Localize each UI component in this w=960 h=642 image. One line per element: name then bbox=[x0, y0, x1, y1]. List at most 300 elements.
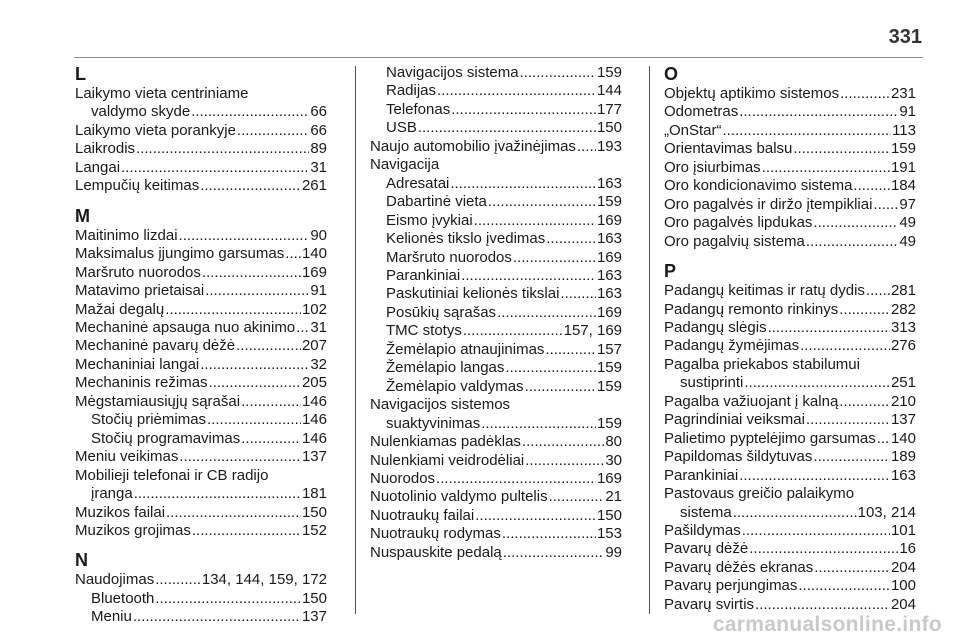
dot-leader bbox=[505, 359, 596, 377]
dot-leader bbox=[755, 596, 890, 614]
entry-page-number: 97 bbox=[899, 195, 916, 213]
entry-page-number: 100 bbox=[890, 577, 916, 595]
entry-page-number: 169 bbox=[301, 263, 327, 281]
entry-page-number: 91 bbox=[899, 103, 916, 121]
entry-page-number: 140 bbox=[890, 429, 916, 447]
index-entry bbox=[370, 544, 622, 562]
index-entry bbox=[75, 522, 327, 540]
dot-leader bbox=[549, 488, 605, 506]
entry-page-number: 159 bbox=[596, 359, 622, 377]
index-column-2 bbox=[370, 64, 622, 562]
entry-page-number: 313 bbox=[890, 318, 916, 336]
entry-page-number: 31 bbox=[310, 318, 327, 336]
index-entry bbox=[75, 140, 327, 158]
index-entry bbox=[75, 393, 327, 411]
entry-page-number: 163 bbox=[596, 266, 622, 284]
entry-label: Oro pagalvės ir diržo įtempikliai bbox=[664, 195, 873, 213]
entry-label: Objektų aptikimo sistemos bbox=[664, 85, 840, 102]
entry-label: Radijas bbox=[386, 82, 437, 100]
entry-label: Paskutiniai kelionės tikslai bbox=[386, 285, 560, 303]
dot-leader bbox=[237, 122, 309, 140]
entry-label: Pagrindiniai veiksmai bbox=[664, 411, 805, 429]
entry-label: Mėgstamiausiųjų sąrašai bbox=[75, 392, 241, 410]
entry-label: Oro pagalvių sistema bbox=[664, 232, 805, 250]
entry-label: Padangų žymėjimas bbox=[664, 337, 800, 355]
entry-page-number: 113 bbox=[892, 121, 916, 139]
dot-leader bbox=[200, 177, 301, 195]
index-entry bbox=[664, 140, 916, 158]
dot-leader bbox=[813, 448, 890, 466]
entry-label: Eismo įvykiai bbox=[386, 211, 473, 229]
entry-page-number: 140 bbox=[301, 245, 327, 263]
entry-label: Maršruto nuorodos bbox=[75, 263, 201, 281]
section-letter: O bbox=[664, 64, 679, 84]
entry-page-number: 137 bbox=[301, 608, 327, 626]
entry-page-number: 150 bbox=[596, 506, 622, 524]
dot-leader bbox=[481, 415, 596, 433]
entry-page-number: 169 bbox=[596, 211, 622, 229]
entry-page-number: 189 bbox=[890, 448, 916, 466]
entry-label: Naudojimas bbox=[75, 571, 155, 589]
index-subentry bbox=[370, 175, 622, 193]
entry-page-number: 169 bbox=[596, 303, 622, 321]
index-entry bbox=[75, 227, 327, 245]
entry-label: Lempučių keitimas bbox=[75, 177, 200, 195]
index-entry bbox=[370, 452, 622, 470]
index-subentry bbox=[75, 590, 327, 608]
dot-leader bbox=[179, 448, 301, 466]
entry-page-number: 144 bbox=[596, 82, 622, 100]
entry-label: Oro pagalvės lipdukas bbox=[664, 214, 813, 232]
dot-leader bbox=[739, 467, 890, 485]
dot-leader bbox=[798, 577, 890, 595]
dot-leader bbox=[285, 245, 301, 263]
entry-label: Padangų remonto rinkinys bbox=[664, 300, 839, 318]
index-entry bbox=[75, 374, 327, 392]
dot-leader bbox=[525, 378, 596, 396]
entry-page-number: 152 bbox=[301, 521, 327, 539]
dot-leader bbox=[749, 540, 898, 558]
dot-leader bbox=[497, 304, 596, 322]
dot-leader bbox=[814, 559, 890, 577]
dot-leader bbox=[762, 159, 890, 177]
entry-label: Muzikos grojimas bbox=[75, 521, 191, 539]
entry-label: Nuorodos bbox=[370, 469, 436, 487]
entry-page-number: 159 bbox=[596, 64, 622, 81]
dot-leader bbox=[806, 233, 898, 251]
index-entry bbox=[75, 122, 327, 140]
entry-page-number: 169 bbox=[596, 469, 622, 487]
dot-leader bbox=[853, 177, 890, 195]
index-entry bbox=[664, 559, 916, 577]
entry-page-number: 153 bbox=[596, 525, 622, 543]
entry-label: Parankiniai bbox=[664, 466, 739, 484]
entry-page-number: 163 bbox=[596, 174, 622, 192]
index-entry bbox=[664, 540, 916, 558]
dot-leader bbox=[873, 196, 898, 214]
index-entry bbox=[75, 337, 327, 355]
entry-page-number: 281 bbox=[890, 282, 916, 300]
dot-leader bbox=[877, 430, 890, 448]
entry-page-number: 137 bbox=[890, 411, 916, 429]
entry-page-number: 204 bbox=[890, 595, 916, 613]
dot-leader bbox=[742, 522, 890, 540]
entry-page-number: 204 bbox=[890, 558, 916, 576]
entry-label: Padangų slėgis bbox=[664, 318, 767, 336]
index-subentry bbox=[370, 249, 622, 267]
entry-page-number: 31 bbox=[310, 158, 327, 176]
index-entry bbox=[370, 433, 622, 451]
entry-label: Orientavimas balsu bbox=[664, 140, 793, 158]
entry-label: Mechaniniai langai bbox=[75, 355, 200, 373]
section-gap bbox=[75, 540, 327, 550]
entry-label: Mechaninis režimas bbox=[75, 374, 208, 392]
section-gap bbox=[75, 196, 327, 206]
entry-page-number: 184 bbox=[890, 177, 916, 195]
index-subentry bbox=[75, 608, 327, 626]
index-subentry bbox=[370, 119, 622, 137]
entry-page-number: 177 bbox=[596, 100, 622, 118]
entry-label: Nuspauskite pedalą bbox=[370, 543, 502, 561]
entry-label: Naujo automobilio įvažinėjimas bbox=[370, 137, 576, 155]
entry-page-number: 91 bbox=[310, 282, 327, 300]
entry-page-number: 89 bbox=[310, 140, 327, 158]
entry-label: Pašildymas bbox=[664, 521, 741, 539]
index-entry bbox=[75, 301, 327, 319]
entry-label: sustiprinti bbox=[680, 374, 744, 392]
index-entry bbox=[370, 138, 622, 156]
index-subentry bbox=[370, 322, 622, 340]
entry-page-number: 276 bbox=[890, 337, 916, 355]
dot-leader bbox=[546, 230, 596, 248]
entry-label: Maršruto nuorodos bbox=[386, 248, 512, 266]
watermark-text: carmanualsonline.info bbox=[712, 613, 942, 636]
dot-leader bbox=[463, 322, 563, 340]
entry-label: Žemėlapio atnaujinimas bbox=[386, 340, 545, 358]
entry-label: Žemėlapio langas bbox=[386, 359, 505, 377]
entry-label: Pavarų dėžės ekranas bbox=[664, 558, 814, 576]
index-entry-heading: Pagalba priekabos stabilumui bbox=[664, 355, 860, 373]
entry-label: Mechaninė apsauga nuo akinimo bbox=[75, 318, 296, 336]
dot-leader bbox=[488, 193, 596, 211]
index-subentry bbox=[370, 82, 622, 100]
dot-leader bbox=[739, 103, 898, 121]
entry-page-number: 169 bbox=[596, 248, 622, 266]
section-letter: M bbox=[75, 205, 90, 226]
entry-label: Laikymo vieta porankyje bbox=[75, 121, 236, 139]
index-subentry bbox=[370, 378, 622, 396]
index-entry bbox=[664, 214, 916, 232]
dot-leader bbox=[241, 393, 301, 411]
entry-label: įranga bbox=[91, 485, 133, 503]
dot-leader bbox=[733, 504, 857, 522]
entry-page-number: 159 bbox=[596, 414, 622, 432]
index-entry bbox=[75, 264, 327, 282]
entry-page-number: 134, 144, 159, 172 bbox=[201, 571, 327, 589]
dot-leader bbox=[840, 85, 890, 103]
entry-label: TMC stotys bbox=[386, 322, 462, 340]
entry-page-number: 251 bbox=[890, 374, 916, 392]
entry-page-number: 191 bbox=[890, 158, 916, 176]
entry-page-number: 159 bbox=[890, 140, 916, 158]
entry-label: Odometras bbox=[664, 103, 739, 121]
index-entry bbox=[664, 467, 916, 485]
dot-leader bbox=[134, 485, 301, 503]
entry-page-number: 16 bbox=[899, 540, 916, 558]
entry-label: Pavarų svirtis bbox=[664, 595, 755, 613]
section-letter: N bbox=[75, 550, 88, 571]
index-entry-heading: Navigacijos sistemos bbox=[370, 396, 511, 414]
dot-leader bbox=[800, 337, 890, 355]
entry-page-number: 157, 169 bbox=[563, 322, 622, 340]
dot-leader bbox=[502, 525, 596, 543]
entry-page-number: 210 bbox=[890, 392, 916, 410]
entry-label: Maksimalus įjungimo garsumas bbox=[75, 245, 285, 263]
dot-leader bbox=[577, 138, 596, 156]
entry-page-number: 193 bbox=[596, 137, 622, 155]
entry-label: Padangų keitimas ir ratų dydis bbox=[664, 282, 865, 300]
entry-label: Nuotraukų rodymas bbox=[370, 525, 501, 543]
section-letter: P bbox=[664, 261, 677, 282]
entry-label: USB bbox=[386, 119, 417, 137]
index-entry bbox=[664, 577, 916, 595]
dot-leader bbox=[202, 264, 301, 282]
index-entry bbox=[664, 430, 916, 448]
entry-label: Mechaninė pavarų dėžė bbox=[75, 337, 236, 355]
entry-page-number: 80 bbox=[605, 433, 622, 451]
dot-leader bbox=[418, 119, 596, 137]
index-entry bbox=[664, 177, 916, 195]
index-entry bbox=[664, 122, 916, 140]
entry-label: Nulenkiami veidrodėliai bbox=[370, 451, 525, 469]
dot-leader bbox=[179, 227, 310, 245]
entry-label: Kelionės tikslo įvedimas bbox=[386, 230, 546, 248]
entry-label: Oro įsiurbimas bbox=[664, 158, 761, 176]
dot-leader bbox=[155, 571, 201, 589]
dot-leader bbox=[209, 374, 301, 392]
entry-page-number: 137 bbox=[301, 448, 327, 466]
index-subentry bbox=[370, 64, 622, 82]
entry-page-number: 146 bbox=[301, 429, 327, 447]
entry-page-number: 159 bbox=[596, 193, 622, 211]
entry-page-number: 231 bbox=[890, 85, 916, 102]
entry-page-number: 99 bbox=[605, 543, 622, 561]
entry-label: Papildomas šildytuvas bbox=[664, 448, 813, 466]
dot-leader bbox=[793, 140, 890, 158]
index-entry-heading: Navigacija bbox=[370, 156, 440, 174]
index-entry bbox=[75, 448, 327, 466]
dot-leader bbox=[866, 282, 890, 300]
entry-label: Palietimo pyptelėjimo garsumas bbox=[664, 429, 876, 447]
dot-leader bbox=[839, 393, 890, 411]
index-subentry bbox=[75, 430, 327, 448]
entry-page-number: 90 bbox=[310, 226, 327, 244]
index-entry bbox=[75, 571, 327, 589]
index-entry bbox=[664, 159, 916, 177]
entry-page-number: 163 bbox=[596, 230, 622, 248]
entry-page-number: 181 bbox=[301, 485, 327, 503]
entry-page-number: 66 bbox=[310, 121, 327, 139]
dot-leader bbox=[437, 82, 596, 100]
entry-page-number: 163 bbox=[596, 285, 622, 303]
index-column-3 bbox=[664, 64, 916, 614]
index-entry bbox=[664, 522, 916, 540]
index-entry bbox=[664, 301, 916, 319]
dot-leader bbox=[545, 341, 596, 359]
entry-label: Nuotolinio valdymo pultelis bbox=[370, 488, 548, 506]
dot-leader bbox=[768, 319, 890, 337]
index-subentry bbox=[370, 212, 622, 230]
entry-label: Navigacijos sistema bbox=[386, 64, 519, 81]
dot-leader bbox=[192, 522, 301, 540]
dot-leader bbox=[839, 301, 890, 319]
dot-leader bbox=[450, 175, 596, 193]
index-entry bbox=[75, 245, 327, 263]
dot-leader bbox=[813, 214, 898, 232]
dot-leader bbox=[525, 452, 604, 470]
index-subentry bbox=[370, 285, 622, 303]
index-subentry bbox=[664, 504, 916, 522]
index-subentry bbox=[75, 103, 327, 121]
index-subentry bbox=[370, 341, 622, 359]
entry-label: Oro kondicionavimo sistema bbox=[664, 177, 853, 195]
entry-label: Stočių programavimas bbox=[91, 429, 241, 447]
entry-page-number: 30 bbox=[605, 451, 622, 469]
index-subentry bbox=[370, 267, 622, 285]
entry-label: Langai bbox=[75, 158, 121, 176]
dot-leader bbox=[806, 411, 890, 429]
entry-page-number: 32 bbox=[310, 355, 327, 373]
page-number: 331 bbox=[888, 26, 922, 48]
index-subentry bbox=[664, 374, 916, 392]
dot-leader bbox=[133, 608, 301, 626]
index-entry bbox=[664, 85, 916, 103]
entry-label: Pavarų dėžė bbox=[664, 540, 749, 558]
entry-page-number: 207 bbox=[301, 337, 327, 355]
entry-page-number: 205 bbox=[301, 374, 327, 392]
index-entry-heading: Mobilieji telefonai ir CB radijo bbox=[75, 466, 269, 484]
index-column-1 bbox=[75, 64, 327, 627]
index-entry bbox=[75, 177, 327, 195]
dot-leader bbox=[296, 319, 309, 337]
dot-leader bbox=[207, 411, 301, 429]
index-entry bbox=[664, 319, 916, 337]
index-entry bbox=[75, 504, 327, 522]
entry-label: Laikrodis bbox=[75, 140, 136, 158]
index-entry bbox=[75, 159, 327, 177]
index-subentry bbox=[370, 415, 622, 433]
dot-leader bbox=[522, 433, 604, 451]
entry-page-number: 66 bbox=[310, 103, 327, 121]
index-entry bbox=[75, 282, 327, 300]
column-divider bbox=[355, 66, 356, 614]
entry-label: Pavarų perjungimas bbox=[664, 577, 798, 595]
entry-label: Bluetooth bbox=[91, 589, 155, 607]
index-entry bbox=[664, 448, 916, 466]
entry-page-number: 150 bbox=[301, 589, 327, 607]
dot-leader bbox=[723, 122, 892, 140]
dot-leader bbox=[205, 282, 309, 300]
entry-page-number: 146 bbox=[301, 411, 327, 429]
entry-page-number: 103, 214 bbox=[857, 503, 916, 521]
entry-page-number: 49 bbox=[899, 214, 916, 232]
entry-label: Meniu bbox=[91, 608, 132, 626]
entry-label: Posūkių sąrašas bbox=[386, 303, 497, 321]
index-entry bbox=[664, 196, 916, 214]
dot-leader bbox=[451, 101, 596, 119]
index-subentry bbox=[75, 485, 327, 503]
index-entry bbox=[664, 411, 916, 429]
entry-page-number: 282 bbox=[890, 300, 916, 318]
entry-page-number: 163 bbox=[890, 466, 916, 484]
index-subentry bbox=[370, 359, 622, 377]
index-entry bbox=[664, 393, 916, 411]
dot-leader bbox=[155, 590, 301, 608]
entry-label: Adresatai bbox=[386, 174, 450, 192]
entry-label: Stočių priėmimas bbox=[91, 411, 207, 429]
entry-page-number: 146 bbox=[301, 392, 327, 410]
section-letter: L bbox=[75, 64, 86, 84]
entry-label: suaktyvinimas bbox=[386, 414, 481, 432]
entry-page-number: 102 bbox=[301, 300, 327, 318]
entry-page-number: 159 bbox=[596, 377, 622, 395]
header-rule bbox=[74, 57, 923, 58]
index-entry bbox=[664, 233, 916, 251]
index-entry bbox=[370, 470, 622, 488]
index-subentry bbox=[370, 304, 622, 322]
entry-label: Dabartinė vieta bbox=[386, 193, 487, 211]
dot-leader bbox=[520, 64, 596, 82]
entry-label: Matavimo prietaisai bbox=[75, 282, 205, 300]
dot-leader bbox=[475, 507, 596, 525]
entry-page-number: 49 bbox=[899, 232, 916, 250]
entry-label: Nuotraukų failai bbox=[370, 506, 475, 524]
entry-label: Nulenkiamas padėklas bbox=[370, 433, 521, 451]
entry-page-number: 150 bbox=[301, 503, 327, 521]
entry-label: Telefonas bbox=[386, 100, 451, 118]
index-entry bbox=[75, 319, 327, 337]
dot-leader bbox=[461, 267, 596, 285]
entry-page-number: 21 bbox=[605, 488, 622, 506]
dot-leader bbox=[560, 285, 596, 303]
column-divider bbox=[649, 66, 650, 614]
dot-leader bbox=[513, 249, 596, 267]
entry-label: valdymo skyde bbox=[91, 103, 191, 121]
dot-leader bbox=[166, 504, 301, 522]
section-gap bbox=[664, 251, 916, 261]
dot-leader bbox=[436, 470, 596, 488]
dot-leader bbox=[136, 140, 309, 158]
entry-page-number: 157 bbox=[596, 340, 622, 358]
index-entry bbox=[370, 488, 622, 506]
entry-label: Meniu veikimas bbox=[75, 448, 179, 466]
index-subentry bbox=[370, 193, 622, 211]
index-entry bbox=[370, 525, 622, 543]
entry-page-number: 150 bbox=[596, 119, 622, 137]
dot-leader bbox=[165, 301, 301, 319]
dot-leader bbox=[503, 544, 605, 562]
index-entry bbox=[664, 282, 916, 300]
index-entry-heading: Laikymo vieta centriniame bbox=[75, 85, 249, 102]
entry-label: Pagalba važiuojant į kalną bbox=[664, 392, 839, 410]
index-entry bbox=[664, 596, 916, 614]
entry-label: Mažai degalų bbox=[75, 300, 165, 318]
dot-leader bbox=[236, 337, 301, 355]
index-subentry bbox=[370, 230, 622, 248]
dot-leader bbox=[744, 374, 890, 392]
entry-label: Parankiniai bbox=[386, 266, 461, 284]
entry-label: „OnStar“ bbox=[664, 121, 722, 139]
